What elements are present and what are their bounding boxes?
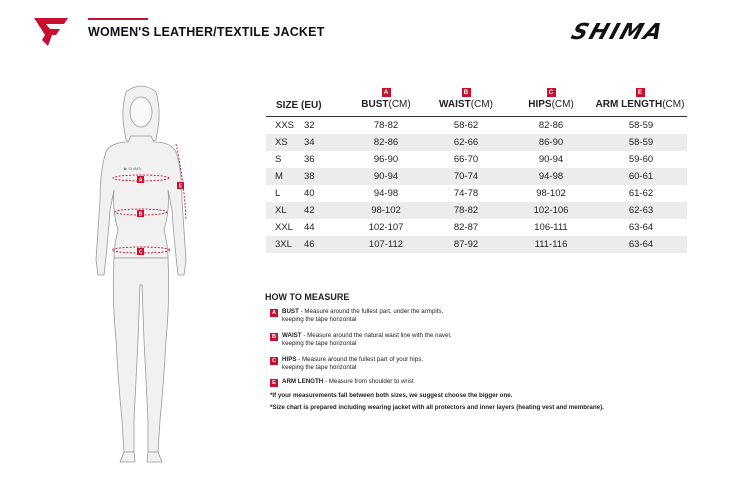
instruction-badge: A [270,309,278,317]
body-figure [86,80,196,465]
cell-size: XL [275,205,287,216]
instruction-line-2: keeping the tape horizontal [282,316,357,323]
instruction-line-1: - Measure around the natural waist line with the navel, [301,332,452,339]
table-row [266,134,687,151]
cell-hips: 82-86 [538,120,564,131]
cell-waist: 62-66 [453,137,479,148]
size-note: *If your measurements fall between both sizes, we suggest choose the bigger one. [270,392,513,399]
column-header-hips [516,88,586,110]
instruction-item [270,356,423,372]
badge-c: C [547,88,556,97]
instruction-text [282,378,414,386]
cell-waist: 87-92 [453,239,479,250]
cell-hips: 111-116 [534,239,568,250]
column-header-arm-length [588,88,692,110]
cell-eu-size: 32 [304,120,315,131]
svg-text:▶ SHIMA: ▶ SHIMA [124,166,141,171]
badge-e: E [636,88,645,97]
size-table [266,88,687,253]
instruction-text [282,332,452,348]
cell-arm-length: 58-59 [628,120,654,131]
cell-eu-size: 34 [304,137,315,148]
cell-bust: 90-94 [373,171,399,182]
cell-eu-size: 40 [304,188,315,199]
cell-hips: 94-98 [538,171,564,182]
instruction-text [282,356,423,372]
cell-hips: 106-111 [534,222,568,233]
page-title: WOMEN'S LEATHER/TEXTILE JACKET [88,25,325,39]
cell-arm-length: 63-64 [628,222,654,233]
cell-arm-length: 62-63 [628,205,654,216]
cell-bust: 102-107 [368,222,404,233]
brand-name: SHIMA [567,20,668,45]
instruction-label: WAIST [282,332,302,339]
instruction-line-1: - Measure around the fullest part of your hips, [296,356,424,363]
table-row [266,117,687,134]
cell-waist: 74-78 [453,188,479,199]
cell-size: XS [275,137,288,148]
column-header-arm-label: ARM LENGTH [595,99,663,110]
column-header-waist-label: WAIST [439,99,471,110]
column-header-bust [351,88,421,110]
table-body [266,117,687,253]
cell-size: 3XL [275,239,292,250]
brand-wordmark [567,20,722,46]
brand-logo-icon [34,18,68,46]
cell-hips: 86-90 [538,137,564,148]
size-note: *Size chart is prepared including wearing jacket with all protectors and inner layers (heating vest and membrane). [270,404,604,411]
cell-bust: 107-112 [368,239,404,250]
marker-b: B [138,211,143,218]
table-row [266,236,687,253]
cell-waist: 66-70 [453,154,479,165]
table-row [266,219,687,236]
cell-arm-length: 63-64 [628,239,654,250]
cell-bust: 82-86 [373,137,399,148]
cell-arm-length: 60-61 [628,171,654,182]
header-accent-line [88,18,148,20]
cell-eu-size: 46 [304,239,315,250]
table-row [266,202,687,219]
instruction-label: ARM LENGTH [282,378,324,385]
cell-arm-length: 58-59 [628,137,654,148]
cell-bust: 78-82 [373,120,399,131]
table-row [266,151,687,168]
column-header-waist [431,88,501,110]
instruction-item [270,332,452,348]
badge-a: A [382,88,391,97]
column-header-unit: (CM) [551,99,574,110]
instruction-label: HIPS [282,356,297,363]
cell-bust: 96-90 [373,154,399,165]
cell-size: L [275,188,281,199]
cell-hips: 102-106 [533,205,569,216]
cell-bust: 94-98 [373,188,399,199]
cell-eu-size: 42 [304,205,315,216]
instruction-text [282,308,443,324]
instruction-line-2: keeping the tape horizontal [282,340,357,347]
column-header-size: SIZE (EU) [276,100,322,111]
cell-arm-length: 61-62 [628,188,654,199]
cell-size: XXS [275,120,295,131]
marker-a: A [138,177,143,184]
table-row [266,168,687,185]
cell-size: S [275,154,282,165]
cell-waist: 58-62 [453,120,479,131]
instruction-badge: C [270,357,278,365]
column-header-unit: (CM) [470,99,493,110]
how-to-measure-title: HOW TO MEASURE [265,292,350,302]
instruction-badge: E [270,379,278,387]
instruction-line-1: - Measure around the fullest part, under the armpits, [298,308,444,315]
instruction-line-1: - Measure from shoulder to wrist [323,378,414,385]
cell-size: XXL [275,222,293,233]
cell-waist: 70-74 [453,171,479,182]
column-header-bust-label: BUST [361,99,389,110]
cell-bust: 98-102 [371,205,401,216]
instruction-badge: B [270,333,278,341]
instruction-line-2: keeping the tape horizontal [282,364,357,371]
instruction-item [270,378,414,386]
column-header-unit: (CM) [662,99,685,110]
cell-eu-size: 38 [304,171,315,182]
marker-c: C [138,249,143,256]
marker-e: E [178,183,183,190]
cell-waist: 82-87 [453,222,479,233]
table-row [266,185,687,202]
cell-hips: 90-94 [538,154,564,165]
table-header [266,88,687,114]
instruction-label: BUST [282,308,299,315]
cell-size: M [275,171,283,182]
cell-hips: 98-102 [536,188,566,199]
cell-arm-length: 59-60 [628,154,654,165]
cell-eu-size: 44 [304,222,315,233]
column-header-hips-label: HIPS [528,99,552,110]
cell-eu-size: 36 [304,154,315,165]
badge-b: B [462,88,471,97]
column-header-unit: (CM) [388,99,411,110]
cell-waist: 78-82 [453,205,479,216]
instruction-item [270,308,443,324]
